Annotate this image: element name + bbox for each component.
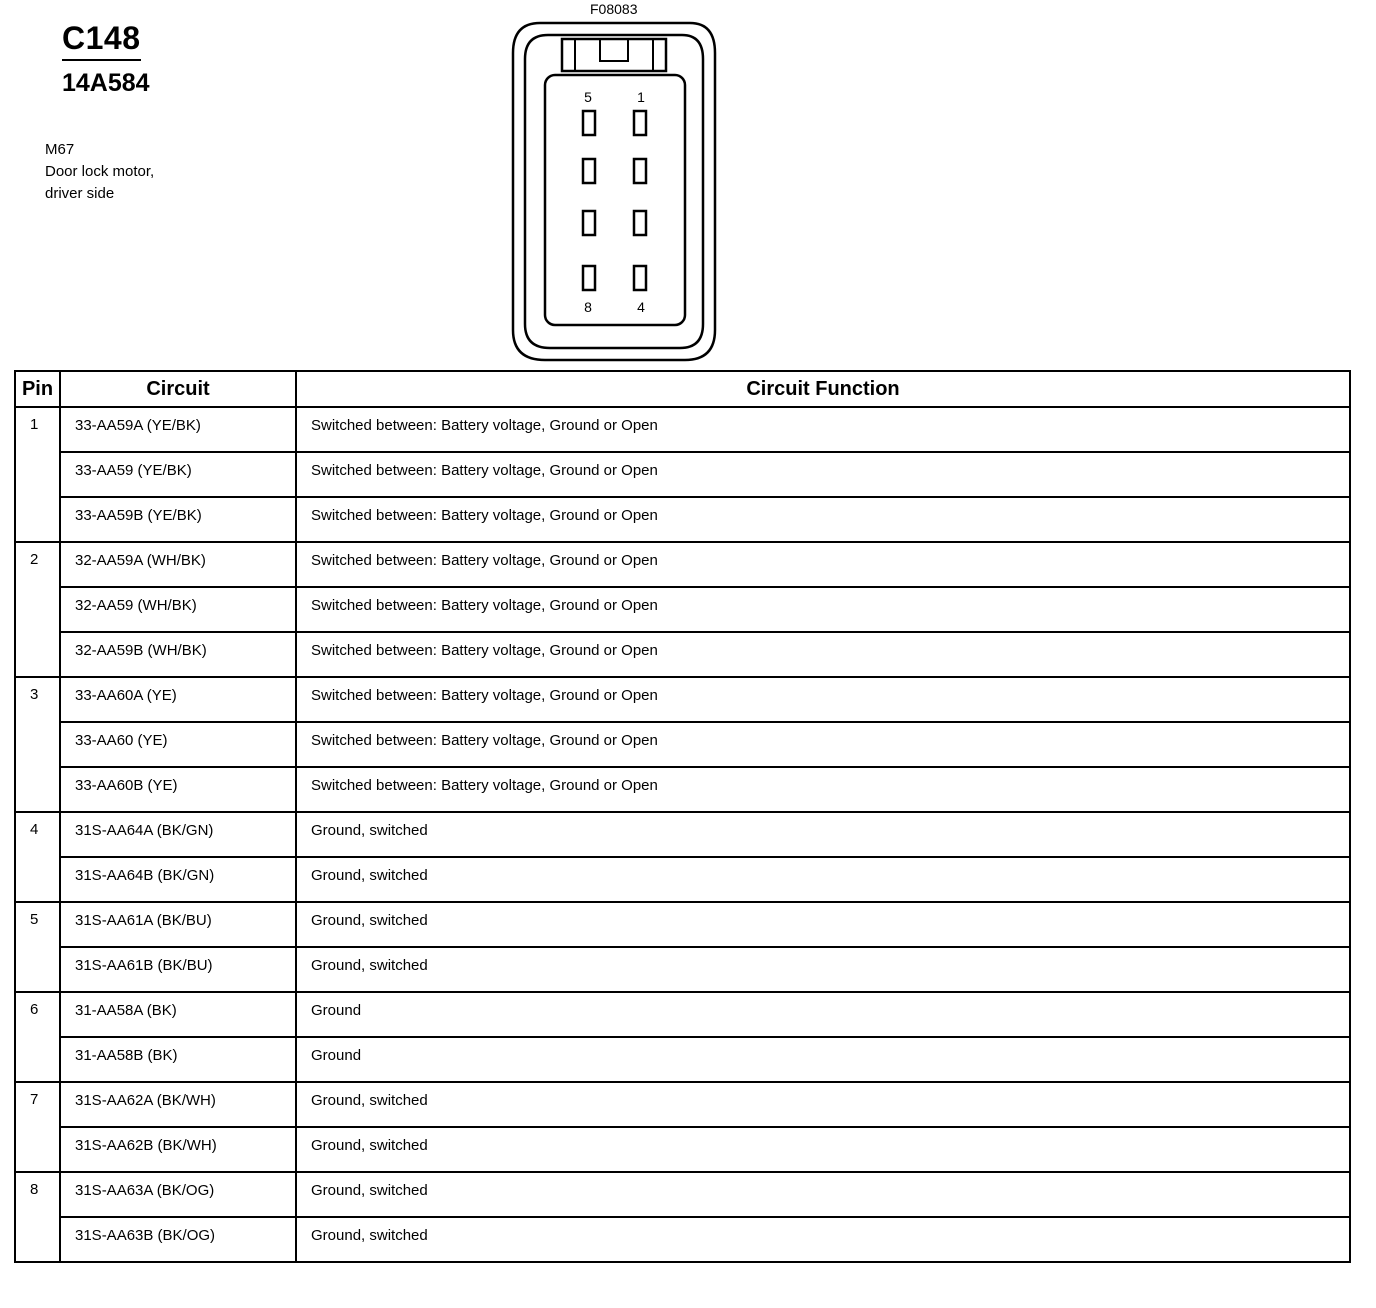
table-row	[15, 722, 1350, 767]
cavity-label-5: 5	[584, 89, 592, 105]
function-cell: Switched between: Battery voltage, Ground or Open	[296, 767, 1350, 812]
circuit-cell: 33-AA59 (YE/BK)	[60, 452, 296, 497]
table-row	[15, 497, 1350, 542]
function-cell: Switched between: Battery voltage, Ground or Open	[296, 722, 1350, 767]
table-row	[15, 1082, 1350, 1127]
circuit-cell: 31S-AA62B (BK/WH)	[60, 1127, 296, 1172]
cavity-label-1: 1	[637, 89, 645, 105]
table-row	[15, 1217, 1350, 1262]
table-row	[15, 1127, 1350, 1172]
cavity-8	[583, 266, 595, 290]
pin-number: 7	[15, 1082, 60, 1172]
function-cell: Switched between: Battery voltage, Ground or Open	[296, 542, 1350, 587]
table-row	[15, 1172, 1350, 1217]
connector-latch	[562, 39, 666, 71]
connector-id: C148	[62, 20, 141, 61]
function-cell: Ground, switched	[296, 857, 1350, 902]
table-row	[15, 677, 1350, 722]
function-cell: Switched between: Battery voltage, Ground or Open	[296, 632, 1350, 677]
pin-circuit-table	[14, 370, 1351, 1263]
cavity-7	[583, 211, 595, 235]
function-cell: Ground	[296, 1037, 1350, 1082]
cavity-5	[583, 111, 595, 135]
function-cell: Switched between: Battery voltage, Ground or Open	[296, 452, 1350, 497]
cavity-4	[634, 266, 646, 290]
table-row	[15, 767, 1350, 812]
pin-number: 3	[15, 677, 60, 812]
function-cell: Switched between: Battery voltage, Ground or Open	[296, 677, 1350, 722]
function-cell: Switched between: Battery voltage, Ground or Open	[296, 587, 1350, 632]
circuit-cell: 33-AA60 (YE)	[60, 722, 296, 767]
function-cell: Switched between: Battery voltage, Ground or Open	[296, 497, 1350, 542]
circuit-cell: 33-AA60B (YE)	[60, 767, 296, 812]
cavity-2	[634, 159, 646, 183]
pin-number: 4	[15, 812, 60, 902]
header-pin: Pin	[15, 371, 60, 407]
function-cell: Ground, switched	[296, 1082, 1350, 1127]
table-row	[15, 452, 1350, 497]
table-row	[15, 902, 1350, 947]
circuit-cell: 31S-AA62A (BK/WH)	[60, 1082, 296, 1127]
cavity-label-8: 8	[584, 299, 592, 315]
function-cell: Ground, switched	[296, 1127, 1350, 1172]
table-row	[15, 407, 1350, 452]
function-cell: Ground, switched	[296, 1217, 1350, 1262]
table-row	[15, 587, 1350, 632]
circuit-cell: 33-AA59B (YE/BK)	[60, 497, 296, 542]
header-circuit: Circuit	[60, 371, 296, 407]
table-row	[15, 542, 1350, 587]
pin-number: 1	[15, 407, 60, 542]
function-cell: Ground, switched	[296, 902, 1350, 947]
circuit-cell: 31S-AA64B (BK/GN)	[60, 857, 296, 902]
component-description	[45, 139, 154, 205]
table-row	[15, 812, 1350, 857]
component-code: M67	[45, 141, 75, 158]
table-row	[15, 857, 1350, 902]
function-cell: Ground, switched	[296, 1172, 1350, 1217]
table-row	[15, 1037, 1350, 1082]
component-description-line: Door lock motor,	[45, 163, 155, 180]
table-row	[15, 947, 1350, 992]
circuit-cell: 31S-AA63A (BK/OG)	[60, 1172, 296, 1217]
function-cell: Ground	[296, 992, 1350, 1037]
table-row	[15, 992, 1350, 1037]
table-header-row	[15, 371, 1350, 407]
cavity-label-4: 4	[637, 299, 645, 315]
part-number: 14A584	[62, 69, 150, 97]
circuit-cell: 33-AA60A (YE)	[60, 677, 296, 722]
figure-id: F08083	[590, 1, 638, 17]
connector-latch-slot	[600, 39, 628, 61]
component-description-line: driver side	[45, 185, 115, 202]
pin-number: 8	[15, 1172, 60, 1262]
pin-number: 5	[15, 902, 60, 992]
cavity-1	[634, 111, 646, 135]
cavity-6	[583, 159, 595, 183]
connector-inner-shell	[525, 35, 703, 348]
circuit-cell: 32-AA59 (WH/BK)	[60, 587, 296, 632]
circuit-cell: 31-AA58A (BK)	[60, 992, 296, 1037]
function-cell: Ground, switched	[296, 947, 1350, 992]
connector-cavity-face	[545, 75, 685, 325]
function-cell: Ground, switched	[296, 812, 1350, 857]
circuit-cell: 31S-AA63B (BK/OG)	[60, 1217, 296, 1262]
circuit-cell: 33-AA59A (YE/BK)	[60, 407, 296, 452]
cavity-3	[634, 211, 646, 235]
connector-face-diagram	[500, 15, 730, 365]
circuit-cell: 31S-AA61B (BK/BU)	[60, 947, 296, 992]
circuit-cell: 32-AA59B (WH/BK)	[60, 632, 296, 677]
circuit-cell: 32-AA59A (WH/BK)	[60, 542, 296, 587]
pin-number: 2	[15, 542, 60, 677]
circuit-cell: 31S-AA61A (BK/BU)	[60, 902, 296, 947]
circuit-cell: 31S-AA64A (BK/GN)	[60, 812, 296, 857]
header-circuit-function: Circuit Function	[296, 371, 1350, 407]
pin-number: 6	[15, 992, 60, 1082]
circuit-cell: 31-AA58B (BK)	[60, 1037, 296, 1082]
table-row	[15, 632, 1350, 677]
function-cell: Switched between: Battery voltage, Ground or Open	[296, 407, 1350, 452]
